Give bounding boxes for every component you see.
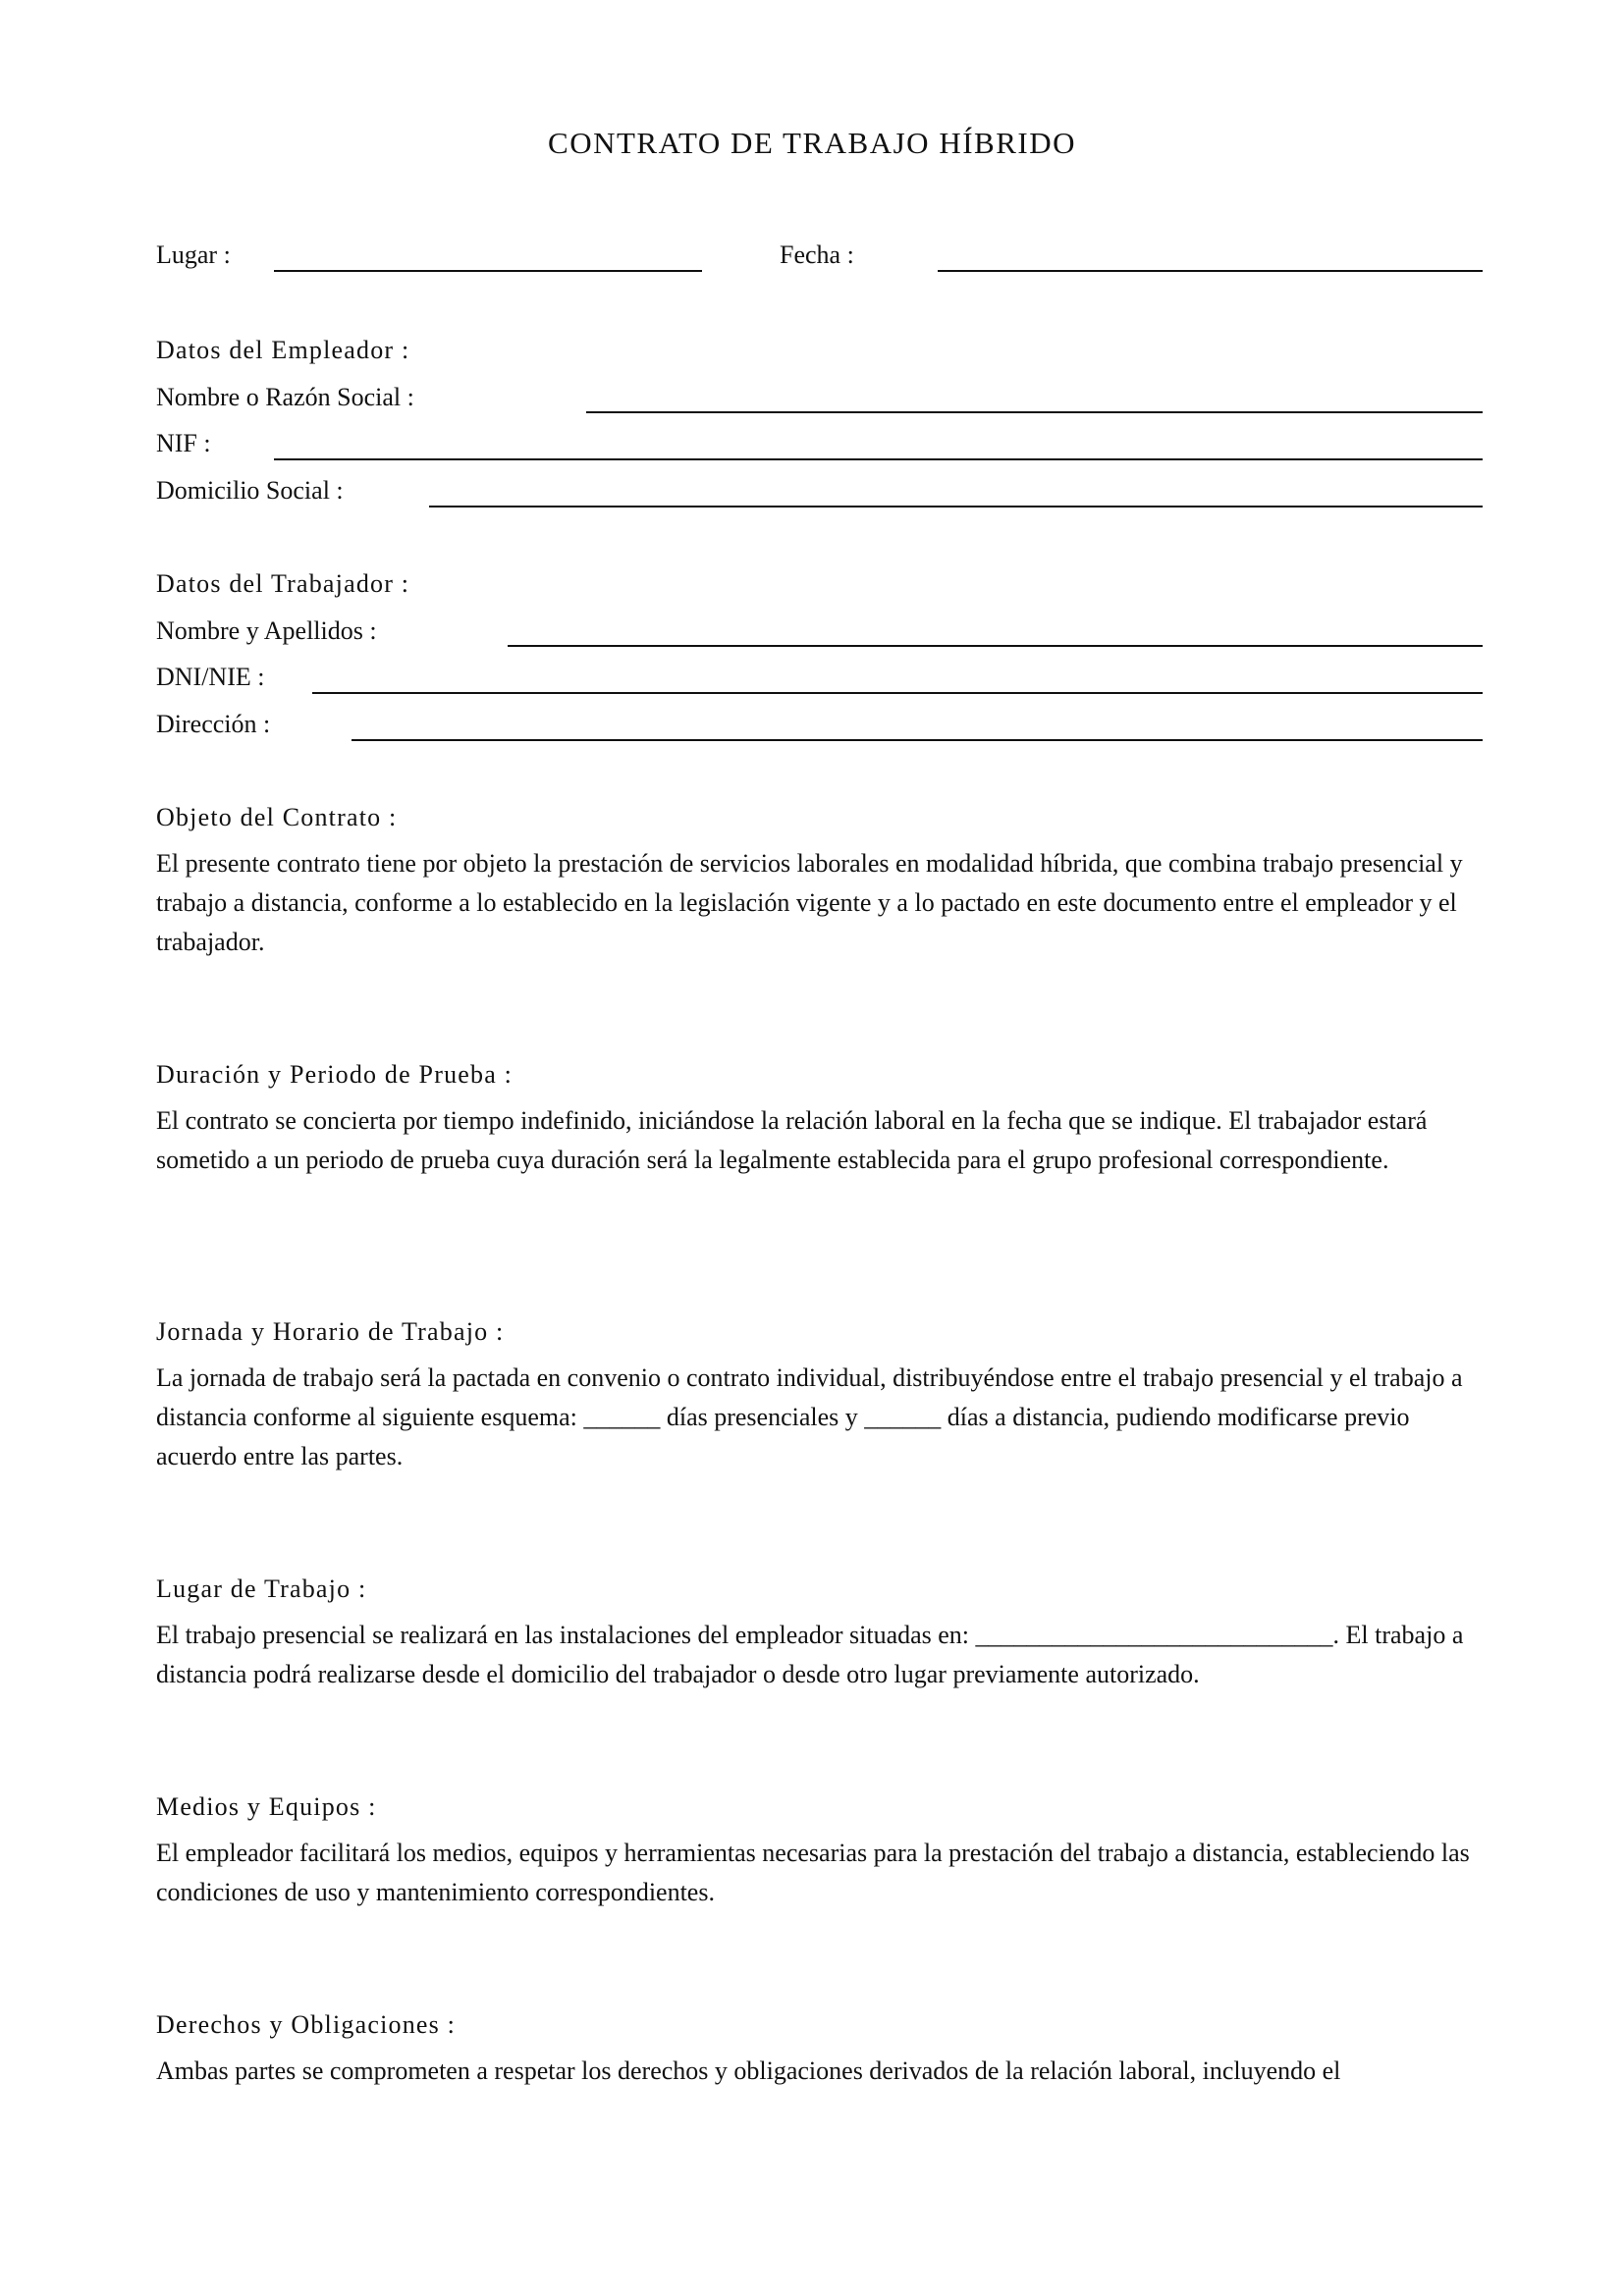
razon-social-field[interactable] [586, 411, 1483, 413]
derechos-text: Ambas partes se comprometen a respetar los derechos y obligaciones derivados de la relación laboral, incluyendo el [156, 2056, 1341, 2085]
lugar-label: Lugar : [156, 240, 231, 269]
objeto-text: El presente contrato tiene por objeto la prestación de servicios laborales en modalidad híbrida, que combina trabajo presencial y trabajo a distancia, conforme a lo establecido en la legislación vigente y a lo pactado en este documento entre el empleador y el trabajador. [156, 849, 1463, 956]
jornada-text: La jornada de trabajo será la pactada en convenio o contrato individual, distribuyéndose entre el trabajo presencial y el trabajo a distancia conforme al siguiente esquema: ______ días presenciales y ______ días a distancia, pudiendo modificarse previo acuerdo entre las partes. [156, 1363, 1463, 1470]
dni-nie-field[interactable] [312, 692, 1483, 694]
fecha-field[interactable] [938, 270, 1483, 272]
duracion-heading: Duración y Periodo de Prueba : [156, 1060, 514, 1089]
trabajador-heading: Datos del Trabajador : [156, 569, 410, 598]
duracion-text: El contrato se concierta por tiempo indefinido, iniciándose la relación laboral en la fecha que se indique. El trabajador estará sometido a un periodo de prueba cuya duración será la legalmente establecida para el grupo profesional correspondiente. [156, 1106, 1428, 1174]
nif-label: NIF : [156, 429, 211, 457]
nif-field[interactable] [274, 458, 1483, 460]
direccion-field[interactable] [352, 739, 1483, 741]
lugar-trabajo-heading: Lugar de Trabajo : [156, 1575, 367, 1603]
domicilio-social-label: Domicilio Social : [156, 476, 344, 505]
lugar-trabajo-text: El trabajo presencial se realizará en las instalaciones del empleador situadas en: ____________________________. El trabajo a distancia podrá realizarse desde el domicilio del trabajador o desde otro lugar previamente autorizado. [156, 1621, 1464, 1688]
direccion-label: Dirección : [156, 710, 271, 738]
razon-social-label: Nombre o Razón Social : [156, 383, 414, 411]
lugar-field[interactable] [274, 270, 702, 272]
fecha-label: Fecha : [780, 240, 854, 269]
domicilio-social-field[interactable] [429, 506, 1483, 507]
derechos-heading: Derechos y Obligaciones : [156, 2010, 457, 2039]
medios-heading: Medios y Equipos : [156, 1792, 377, 1821]
nombre-apellidos-field[interactable] [508, 645, 1483, 647]
jornada-heading: Jornada y Horario de Trabajo : [156, 1317, 505, 1346]
empleador-heading: Datos del Empleador : [156, 336, 410, 364]
medios-text: El empleador facilitará los medios, equipos y herramientas necesarias para la prestación del trabajo a distancia, estableciendo las condiciones de uso y mantenimiento correspondientes. [156, 1839, 1470, 1906]
document-title: CONTRATO DE TRABAJO HÍBRIDO [548, 126, 1076, 160]
nombre-apellidos-label: Nombre y Apellidos : [156, 616, 377, 645]
objeto-heading: Objeto del Contrato : [156, 803, 398, 831]
dni-nie-label: DNI/NIE : [156, 663, 265, 691]
